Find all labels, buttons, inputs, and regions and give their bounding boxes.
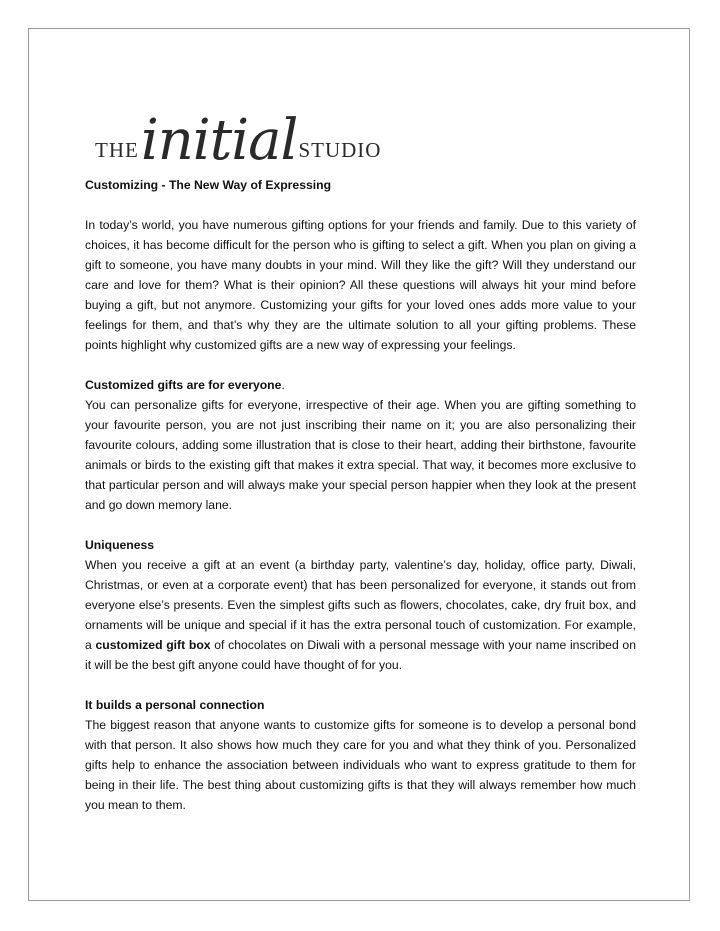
logo-the: THE [95,138,139,162]
document-body [85,175,636,815]
intro-paragraph: In today’s world, you have numerous gifting options for your friends and family. Due to this variety of choices, it has become difficult for the person who is gifting to select a gift. When you plan on giving a gift to someone, you have many doubts in your mind. Will they like the gift? Will they understand our care and love for them? What is their opinion? All these questions will always hit your mind before buying a gift, but not anymore. Customizing your gifts for your loved ones adds more value to your feelings for them, and that’s why they are the ultimate solution to all your gifting problems. These points highlight why customized gifts are a new way of expressing your feelings. [85,218,636,352]
document-title: Customizing - The New Way of Expressing [85,178,332,192]
logo-initial: initial [140,108,298,173]
section-heading-uniqueness: Uniqueness [85,538,155,552]
section-body-connection: The biggest reason that anyone wants to customize gifts for someone is to develop a personal bond with that person. It also shows how much they care for you and what they think of you. Personalized gifts help to enhance the association between individuals who want to express gratitude to them for being in their life. The best thing about customizing gifts is that they will always remember how much you mean to them. [85,718,636,812]
section-body-everyone: You can personalize gifts for everyone, irrespective of their age. When you are gifting something to your favourite person, you are not just inscribing their name on it; you are also personalizing their favourite colours, adding some illustration that is close to their heart, adding their birthstone, favourite animals or birds to the existing gift that makes it extra special. That way, it becomes more exclusive to that particular person and will always make your special person happier when they look at the present and go down memory lane. [85,398,636,512]
logo-studio: STUDIO [298,138,382,162]
section-heading-everyone [85,375,636,395]
customized-gift-box-link-text: customized gift box [95,638,211,652]
section-heading-everyone-text: Customized gifts are for everyone [85,378,282,392]
section-heading-connection: It builds a personal connection [85,698,265,712]
document-page [28,28,690,901]
uniqueness-text-b: of chocolates on Diwali with a personal message with your name inscribed on it will be the best gift anyone could have thought of for you. [85,638,636,672]
brand-logo [95,89,382,173]
section-body-uniqueness [85,555,636,675]
section-heading-everyone-period: . [281,378,285,392]
uniqueness-text-a: When you receive a gift at an event (a birthday party, valentine’s day, holiday, office party, Diwali, Christmas, or even at a corporate event) that has been personalized for everyone, it stands out from everyone else’s presents. Even the simplest gifts such as flowers, chocolates, cake, dry fruit box, and ornaments will be unique and special if it has the extra personal touch of customization. For example, a [85,558,636,652]
